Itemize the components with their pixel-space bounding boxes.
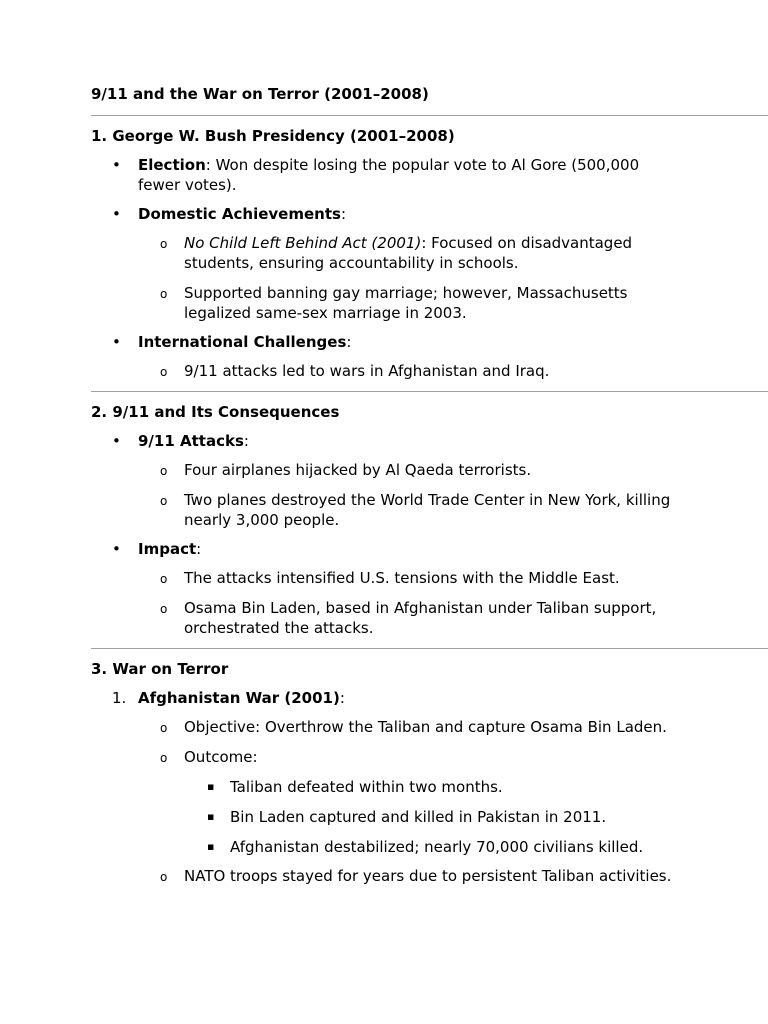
bullet-icon: o: [160, 365, 168, 379]
item-description: Two planes destroyed the World Trade Center in New York, killing nearly 3,000 people.: [184, 491, 671, 529]
item-description: :: [346, 333, 352, 351]
list-item-text: [138, 689, 345, 707]
section-divider: [91, 115, 768, 116]
bullet-icon: o: [160, 464, 168, 478]
item-title: No Child Left Behind Act (2001): [184, 234, 422, 252]
list-number: 1.: [112, 689, 127, 707]
list-item-text: [184, 491, 670, 529]
bullet-icon: o: [160, 870, 168, 884]
list-item-text: [184, 234, 632, 272]
bullet-icon: o: [160, 237, 168, 251]
item-description: : Focused on disadvantaged students, ensuring accountability in schools.: [184, 234, 633, 272]
list-item: [91, 233, 683, 273]
list-item: [91, 866, 683, 886]
bullet-icon: ▪: [207, 780, 215, 793]
bullet-icon: o: [160, 287, 168, 301]
bullet-icon: •: [112, 156, 121, 174]
item-description: The attacks intensified U.S. tensions with the Middle East.: [184, 569, 620, 587]
list-item: [91, 807, 683, 827]
list-item: [91, 332, 683, 352]
item-description: :: [340, 205, 347, 223]
list-item-text: [184, 569, 620, 587]
list-item: [91, 568, 683, 588]
list-item-text: [230, 778, 503, 796]
item-term: Impact: [138, 540, 197, 558]
list-item-text: [184, 362, 549, 380]
list-item-text: [138, 540, 201, 558]
list-item-text: [138, 432, 249, 450]
section: [91, 402, 768, 638]
item-term: Afghanistan War (2001): [138, 689, 340, 707]
section-divider: [91, 391, 768, 392]
item-description: Taliban defeated within two months.: [230, 778, 503, 796]
section-heading: 2. 9/11 and Its Consequences: [91, 403, 340, 421]
item-description: :: [196, 540, 202, 558]
bullet-icon: •: [112, 333, 121, 351]
list-item: [91, 688, 683, 708]
section-heading: 1. George W. Bush Presidency (2001–2008): [91, 127, 455, 145]
bullet-icon: ▪: [207, 810, 215, 823]
item-term: International Challenges: [138, 333, 347, 351]
list-item-text: [184, 599, 656, 637]
list-item-text: [138, 333, 351, 351]
item-description: 9/11 attacks led to wars in Afghanistan and Iraq.: [184, 362, 550, 380]
item-description: NATO troops stayed for years due to persistent Taliban activities.: [184, 867, 672, 885]
list-item-text: [138, 156, 639, 194]
bullet-icon: •: [112, 432, 121, 450]
bullet-icon: o: [160, 721, 168, 735]
section-divider: [91, 648, 768, 649]
list-item: [91, 598, 683, 638]
list-item: [91, 717, 683, 737]
item-description: Outcome:: [184, 748, 258, 766]
bullet-icon: o: [160, 751, 168, 765]
item-description: : Won despite losing the popular vote to Al Gore (500,000 fewer votes).: [138, 156, 640, 194]
section: [91, 126, 768, 381]
item-term: Election: [138, 156, 206, 174]
list-item-text: [230, 838, 643, 856]
document-title: 9/11 and the War on Terror (2001–2008): [91, 85, 429, 103]
list-item: [91, 837, 683, 857]
bullet-icon: •: [112, 205, 121, 223]
list-item-text: [184, 718, 667, 736]
item-description: :: [339, 689, 345, 707]
list-item: [91, 747, 683, 767]
list-item: [91, 155, 683, 195]
list-item-text: [230, 808, 606, 826]
list-item: [91, 431, 683, 451]
item-description: :: [243, 432, 249, 450]
list-item: [91, 539, 683, 559]
item-description: Objective: Overthrow the Taliban and capture Osama Bin Laden.: [184, 718, 667, 736]
section-heading: 3. War on Terror: [91, 660, 229, 678]
list-item: [91, 490, 683, 530]
bullet-icon: o: [160, 572, 168, 586]
list-item: [91, 361, 683, 381]
bullet-icon: •: [112, 540, 121, 558]
list-item-text: [184, 461, 531, 479]
list-item-text: [184, 284, 628, 322]
bullet-icon: o: [160, 602, 168, 616]
list-item: [91, 204, 683, 224]
bullet-icon: o: [160, 494, 168, 508]
item-description: Bin Laden captured and killed in Pakistan in 2011.: [230, 808, 607, 826]
item-description: Afghanistan destabilized; nearly 70,000 civilians killed.: [230, 838, 644, 856]
bullet-icon: ▪: [207, 840, 215, 853]
list-item-text: [184, 867, 671, 885]
item-description: Osama Bin Laden, based in Afghanistan under Taliban support, orchestrated the attacks.: [184, 599, 657, 637]
item-description: Supported banning gay marriage; however, Massachusetts legalized same-sex marriage in 2003.: [184, 284, 628, 322]
list-item-text: [138, 205, 346, 223]
list-item-text: [184, 748, 258, 766]
sections-container: [91, 115, 768, 886]
section: [91, 659, 768, 886]
list-item: [91, 460, 683, 480]
item-term: Domestic Achievements: [138, 205, 341, 223]
item-term: 9/11 Attacks: [138, 432, 244, 450]
list-item: [91, 283, 683, 323]
document: [91, 84, 768, 886]
list-item: [91, 777, 683, 797]
item-description: Four airplanes hijacked by Al Qaeda terrorists.: [184, 461, 532, 479]
